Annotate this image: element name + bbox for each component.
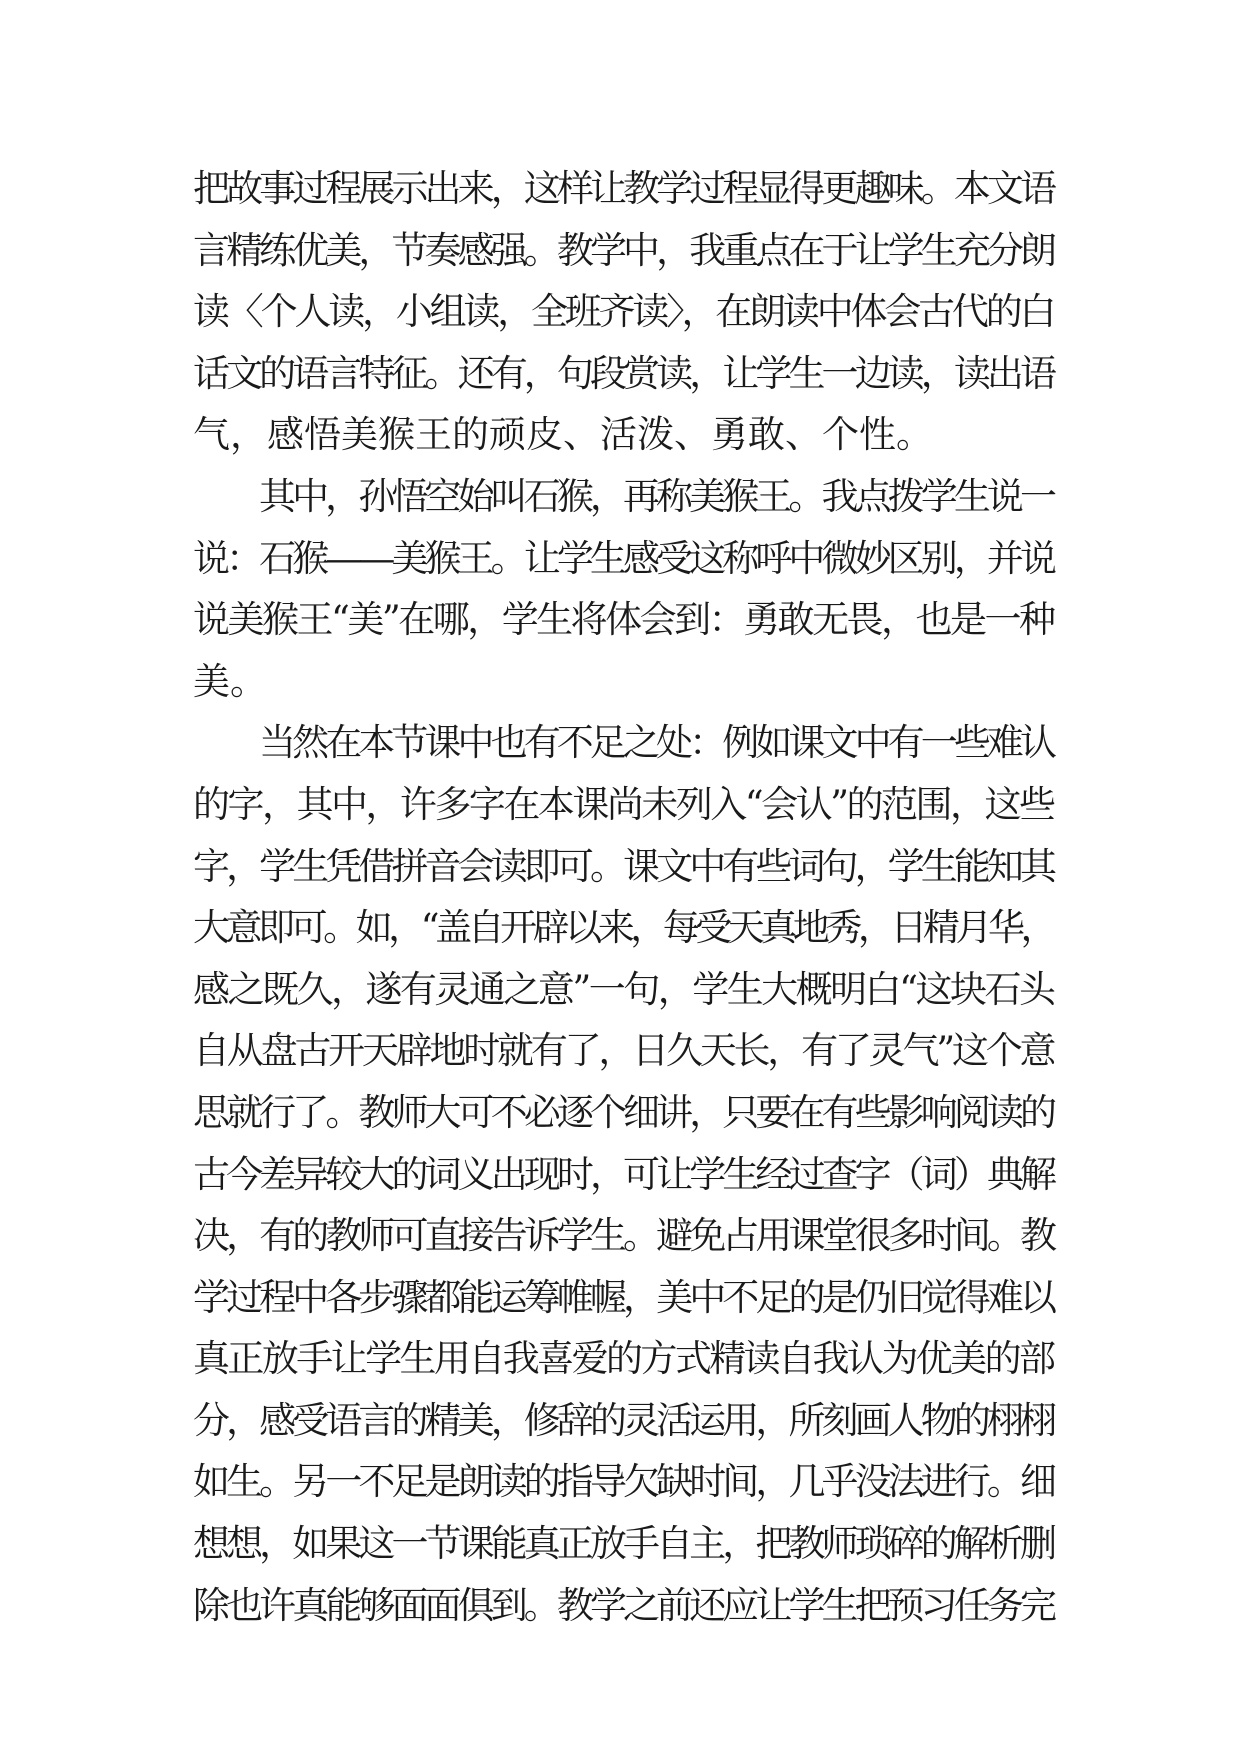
text-line: 字，学生凭借拼音会读即可。课文中有些词句，学生能知其 <box>193 844 1053 888</box>
text-line: 的字，其中，许多字在本课尚未列入“会认”的范围，这些 <box>193 782 1053 826</box>
document-body <box>193 158 1053 1636</box>
text-line: 想想，如果这一节课能真正放手自主，把教师琐碎的解析删 <box>193 1522 1053 1566</box>
text-line: 大意即可。如，“盖自开辟以来，每受天真地秀，日精月华， <box>193 906 1053 950</box>
text-line: 美。 <box>193 659 267 703</box>
paragraph-2 <box>193 466 1053 712</box>
text-line: 决，有的教师可直接告诉学生。避免占用课堂很多时间。教 <box>193 1214 1053 1258</box>
text-line: 说美猴王“美”在哪，学生将体会到：勇敢无畏，也是一种 <box>193 598 1053 642</box>
text-line: 把故事过程展示出来，这样让教学过程显得更趣味。本文语 <box>193 167 1053 210</box>
text-line: 说：石猴——美猴王。让学生感受这称呼中微妙区别，并说 <box>193 536 1053 580</box>
text-line: 读〈个人读，小组读，全班齐读〉，在朗读中体会古代的白 <box>193 290 1053 334</box>
text-line: 如生。另一不足是朗读的指导欠缺时间，几乎没法进行。细 <box>193 1460 1053 1504</box>
text-line: 学过程中各步骤都能运筹帷幄，美中不足的是仍旧觉得难以 <box>193 1275 1053 1319</box>
text-line: 当然在本节课中也有不足之处：例如课文中有一些难认 <box>259 721 1053 765</box>
text-line: 言精练优美，节奏感强。教学中，我重点在于让学生充分朗 <box>193 228 1053 272</box>
text-line: 感之既久，遂有灵通之意”一句，学生大概明白“这块石头 <box>193 967 1053 1011</box>
text-line: 其中，孙悟空始叫石猴，再称美猴王。我点拨学生说一 <box>259 474 1053 518</box>
text-line: 真正放手让学生用自我喜爱的方式精读自我认为优美的部 <box>193 1337 1053 1381</box>
text-line: 自从盘古开天辟地时就有了，日久天长，有了灵气”这个意 <box>193 1029 1053 1073</box>
text-line: 气，感悟美猴王的顽皮、活泼、勇敢、个性。 <box>193 413 933 457</box>
paragraph-3 <box>193 712 1053 1636</box>
text-line: 分，感受语言的精美，修辞的灵活运用，所刻画人物的栩栩 <box>193 1398 1053 1442</box>
text-line: 古今差异较大的词义出现时，可让学生经过查字（词）典解 <box>193 1152 1053 1196</box>
text-line: 思就行了。教师大可不必逐个细讲，只要在有些影响阅读的 <box>193 1090 1053 1134</box>
text-line: 除也许真能够面面俱到。教学之前还应让学生把预习任务完 <box>193 1583 1053 1627</box>
text-line: 话文的语言特征。还有，句段赏读，让学生一边读，读出语 <box>193 351 1053 395</box>
paragraph-1 <box>193 158 1053 466</box>
